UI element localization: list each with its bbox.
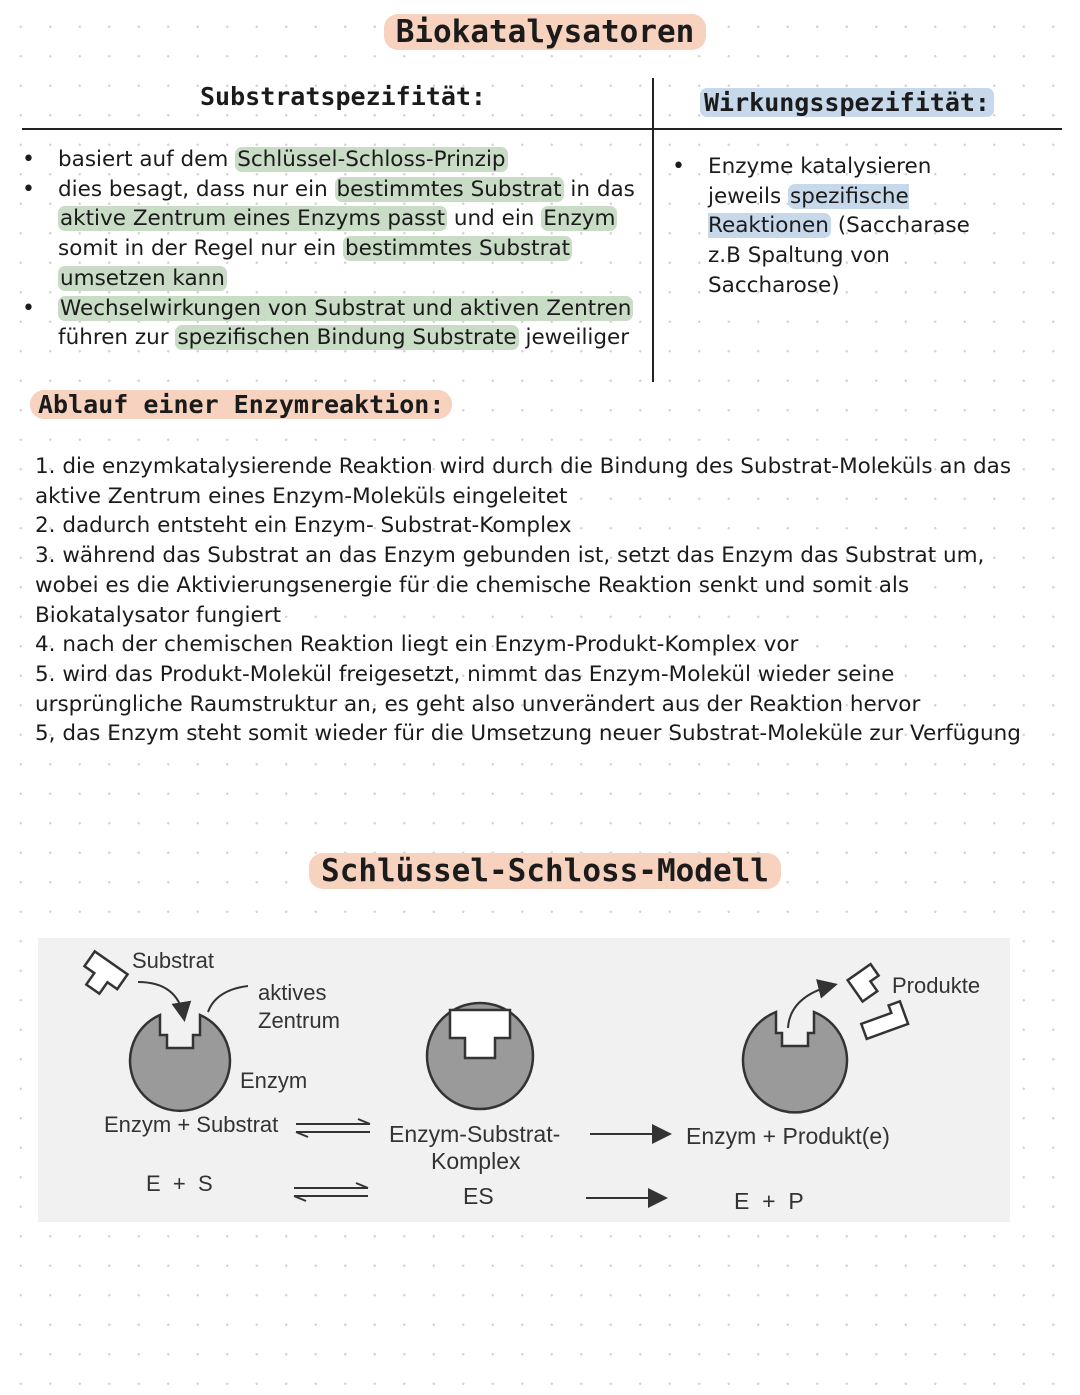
active-site-pointer — [208, 986, 248, 1012]
page-title: Biokatalysatoren — [0, 14, 1080, 50]
lock-and-key-figure — [38, 938, 1010, 1222]
eq-enzym-produkte: Enzym + Produkt(e) — [686, 1123, 890, 1149]
process-heading: Ablauf einer Enzymreaktion: — [30, 390, 452, 419]
text: führen zur — [58, 325, 176, 351]
enzyme-substrate-complex — [427, 1003, 533, 1109]
sym-e-plus-p: E + P — [734, 1188, 804, 1214]
text: somit in der Regel nur ein — [58, 236, 343, 262]
highlighted-text: bestimmtes Substrat — [336, 176, 562, 202]
process-step: 3. während das Substrat an das Enzym gebunden ist, setzt das Enzym das Substrat um, wobei es die Aktivierungsenergie für die chemische Reaktion senkt und somit als Biokatalysator fungiert — [35, 543, 985, 628]
highlighted-text: Schlüssel-Schloss-Prinzip — [237, 147, 506, 172]
product-shape-1 — [848, 964, 886, 1001]
eq-enzym-substrat: Enzym + Substrat — [104, 1112, 279, 1137]
binding-arrow — [138, 982, 184, 1018]
text: und ein — [447, 206, 542, 232]
list-item — [674, 152, 1004, 301]
substratspezifitaet-list — [24, 145, 654, 353]
text: jeweiliger — [518, 325, 630, 351]
text: dies besagt, dass nur ein — [58, 176, 335, 202]
list-item — [24, 175, 654, 294]
lock-and-key-diagram — [38, 938, 1010, 1222]
text: (Saccharase z.B Spaltung von Saccharose) — [708, 213, 970, 298]
highlighted-text: Wechselwirkungen von Substrat und aktiven Zentren — [60, 295, 632, 321]
highlighted-text: spezifische Reaktionen — [708, 183, 909, 239]
eq-enzym-substrat-komplex-line2: Komplex — [431, 1148, 521, 1174]
label-enzym: Enzym — [240, 1068, 308, 1093]
wirkungsspezifitaet-list — [674, 152, 1004, 301]
model-heading: Schlüssel-Schloss-Modell — [0, 853, 1080, 889]
list-item — [24, 294, 654, 353]
eq-enzym-substrat-komplex-line1: Enzym-Substrat- — [389, 1121, 561, 1147]
text: in das — [563, 176, 635, 202]
equilibrium-arrow-2 — [294, 1183, 368, 1201]
list-item — [24, 145, 654, 175]
sym-e-plus-s: E + S — [146, 1171, 213, 1196]
highlighted-text: bestimmtes Substrat — [345, 236, 571, 262]
substrate-shape — [76, 951, 127, 1000]
process-step: 5, das Enzym steht somit wieder für die Umsetzung neuer Substrat-Moleküle zur Verfügung — [35, 721, 1021, 747]
table-divider-horizontal — [22, 128, 1062, 130]
enzyme-released — [743, 1012, 847, 1112]
enzyme-free — [130, 1015, 230, 1111]
process-step: 2. dadurch entsteht ein Enzym- Substrat-Komplex — [35, 513, 572, 539]
process-step: 4. nach der chemischen Reaktion liegt ein Enzym-Produkt-Komplex vor — [35, 632, 799, 658]
process-step: 1. die enzymkatalysierende Reaktion wird durch die Bindung des Substrat-Moleküls an das aktive Zentrum eines Enzym-Moleküls eingeleitet — [35, 454, 1012, 509]
text: Enzyme katalysieren jeweils — [708, 154, 932, 209]
label-zentrum: Zentrum — [258, 1008, 340, 1033]
label-aktives: aktives — [258, 980, 327, 1005]
label-produkte: Produkte — [892, 973, 981, 998]
label-substrat: Substrat — [132, 948, 214, 973]
equilibrium-arrow-1 — [296, 1119, 370, 1137]
process-steps — [35, 452, 1045, 749]
process-step: 5. wird das Produkt-Molekül freigesetzt, nimmt das Enzym-Molekül wieder seine ursprüngliche Raumstruktur an, es geht also unverändert aus der Reaktion hervor — [35, 661, 921, 717]
wirkungsspezifitaet-heading: Wirkungsspezifität: — [700, 88, 994, 117]
product-shape-2 — [859, 1001, 909, 1039]
highlighted-text: aktive Zentrum eines Enzyms passt — [60, 206, 446, 232]
substratspezifitaet-heading: Substratspezifität: — [200, 82, 486, 111]
highlighted-text: Enzym — [543, 206, 616, 232]
sym-es: ES — [463, 1183, 494, 1209]
text: basiert auf dem — [58, 147, 236, 172]
highlighted-text: umsetzen kann — [60, 265, 225, 291]
highlighted-text: spezifischen Bindung Substrate — [177, 325, 517, 351]
